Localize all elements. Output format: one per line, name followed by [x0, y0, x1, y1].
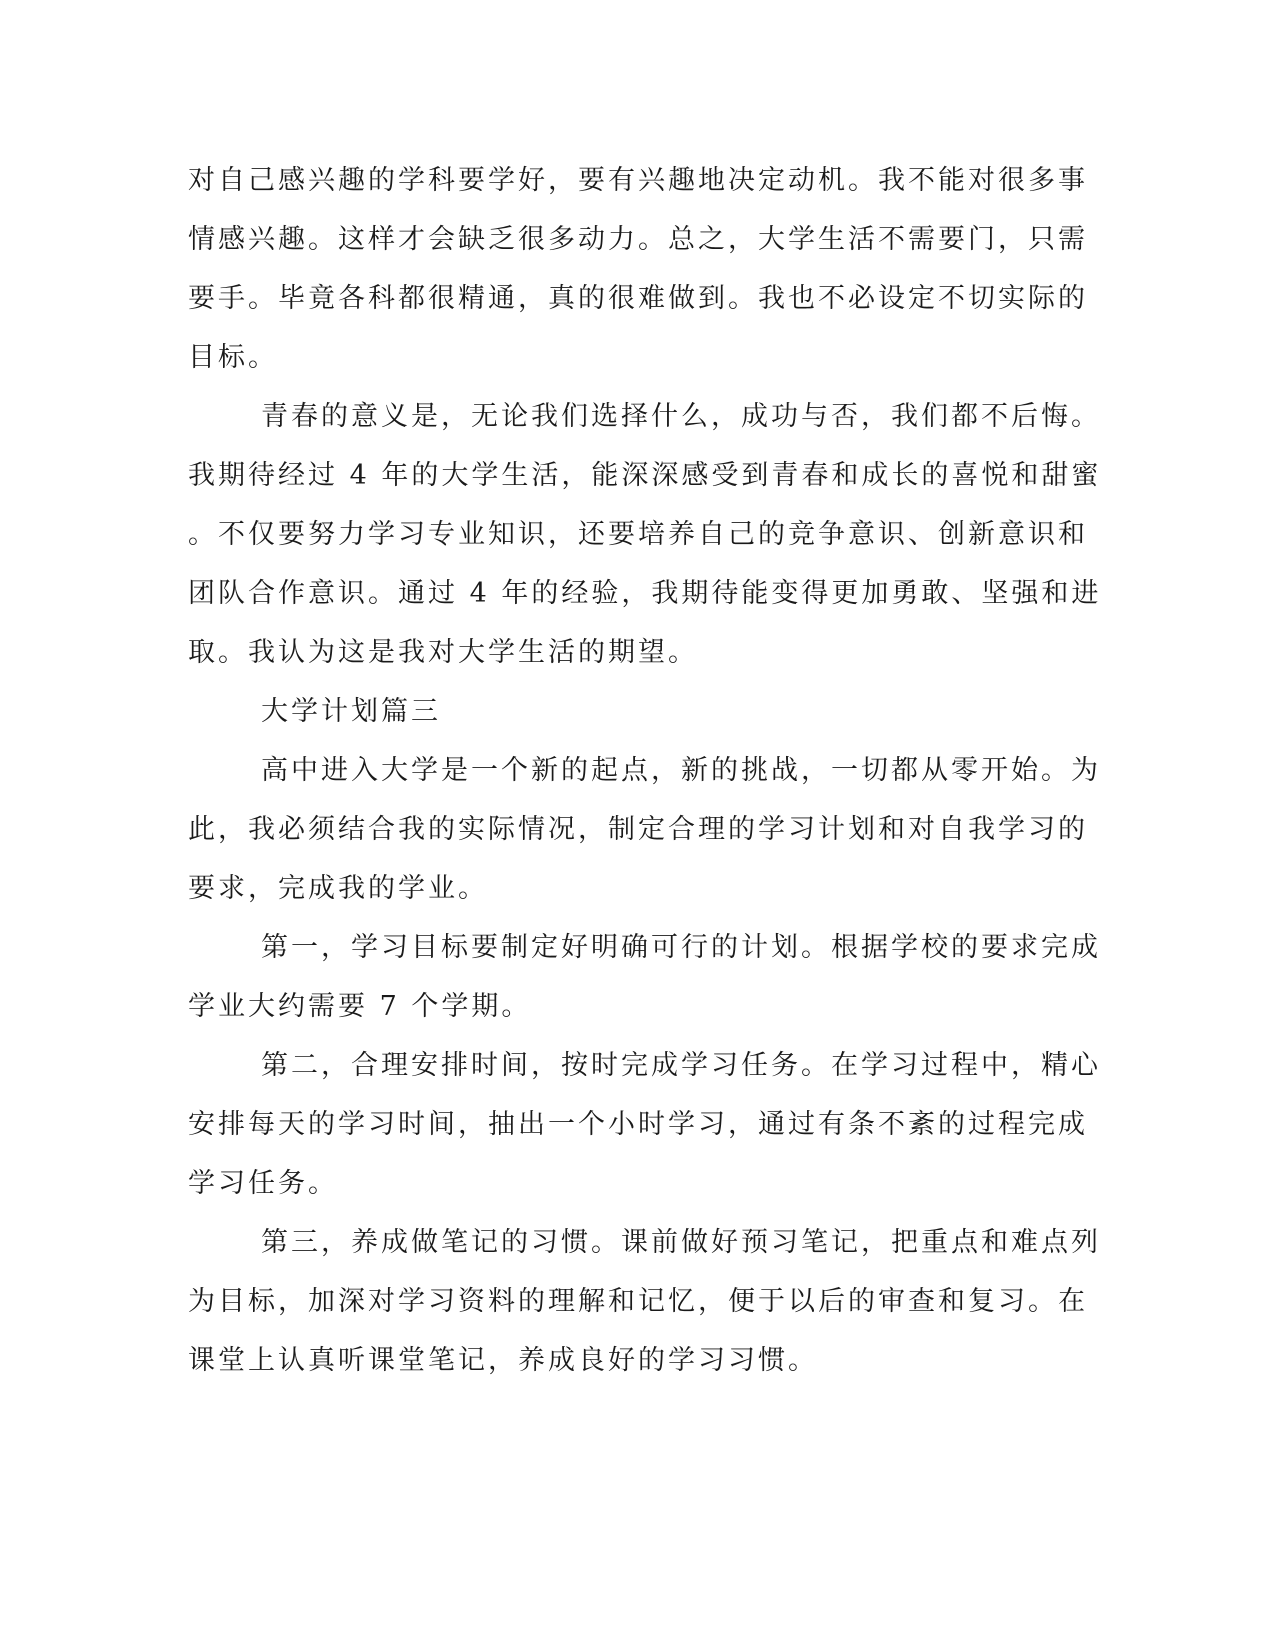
text-line: 安排每天的学习时间，抽出一个小时学习，通过有条不紊的过程完成: [188, 1109, 1088, 1140]
text-line: 第三，养成做笔记的习惯。课前做好预习笔记，把重点和难点列: [261, 1227, 1101, 1258]
text-line: 团队合作意识。通过 4 年的经验，我期待能变得更加勇敢、坚强和进: [188, 578, 1102, 609]
text-line: 我期待经过 4 年的大学生活，能深深感受到青春和成长的喜悦和甜蜜: [188, 460, 1102, 491]
text-line: 第二，合理安排时间，按时完成学习任务。在学习过程中，精心: [261, 1050, 1101, 1081]
text-line: 课堂上认真听课堂笔记，养成良好的学习习惯。: [188, 1345, 818, 1376]
text-line: 对自己感兴趣的学科要学好，要有兴趣地决定动机。我不能对很多事: [188, 165, 1088, 196]
text-line: 学业大约需要 7 个学期。: [188, 991, 532, 1022]
text-line: 要手。毕竟各科都很精通，真的很难做到。我也不必设定不切实际的: [188, 283, 1088, 314]
text-line: 为目标，加深对学习资料的理解和记忆，便于以后的审查和复习。在: [188, 1286, 1088, 1317]
text-line: 高中进入大学是一个新的起点，新的挑战，一切都从零开始。为: [261, 755, 1101, 786]
text-line: 取。我认为这是我对大学生活的期望。: [188, 637, 698, 668]
text-line: 要求，完成我的学业。: [188, 873, 488, 904]
text-line: 此，我必须结合我的实际情况，制定合理的学习计划和对自我学习的: [188, 814, 1088, 845]
text-line: 第一，学习目标要制定好明确可行的计划。根据学校的要求完成: [261, 932, 1101, 963]
text-line: 青春的意义是，无论我们选择什么，成功与否，我们都不后悔。: [261, 401, 1101, 432]
section-heading: 大学计划篇三: [261, 696, 441, 727]
text-line: 情感兴趣。这样才会缺乏很多动力。总之，大学生活不需要门，只需: [188, 224, 1088, 255]
text-line: 。不仅要努力学习专业知识，还要培养自己的竞争意识、创新意识和: [188, 519, 1088, 550]
text-line: 目标。: [188, 342, 278, 373]
text-line: 学习任务。: [188, 1168, 338, 1199]
